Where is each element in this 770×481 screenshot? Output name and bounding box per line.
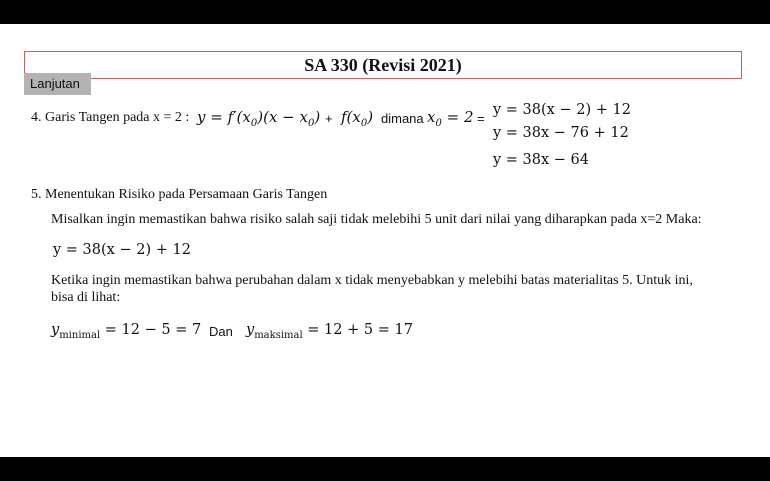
y-maksimal-equation: $y_{maksimal} = 12 + 5 = 17$	[246, 322, 413, 341]
slide	[0, 24, 770, 457]
item5-paragraph-2-line-2: bisa di lihat:	[51, 290, 121, 305]
item5-paragraph-1: Misalkan ingin memastikan bahwa risiko salah saji tidak melebihi 5 unit dari nilai yang diharapkan pada x=2 Maka:	[51, 212, 702, 227]
y-minimal-equation: $y_{minimal} = 12 - 5 = 7$	[51, 322, 202, 341]
item5-equation: y = 38(x − 2) + 12	[53, 242, 191, 258]
eq-line-3: y = 38x − 64	[493, 152, 590, 168]
item5-paragraph-2-line-1: Ketika ingin memastikan bahwa perubahan dalam x tidak menyebabkan y melebihi batas materialitas 5. Untuk ini,	[51, 273, 693, 288]
item4-label: 4. Garis Tangen pada x = 2 :	[31, 110, 190, 125]
title-box	[24, 51, 742, 79]
eq-line-1: y = 38(x − 2) + 12	[493, 102, 631, 118]
y-min-rhs: = 12 − 5 = 7	[100, 322, 202, 338]
plus-sign: +	[325, 111, 333, 126]
tangent-formula: $y = f'(x_0)(x - x_0)$	[197, 108, 321, 129]
dan-word: Dan	[209, 324, 233, 339]
slide-title: SA 330 (Revisi 2021)	[304, 55, 462, 75]
eq-line-2: y = 38x − 76 + 12	[493, 125, 629, 141]
y-max-subscript: maksimal	[254, 329, 303, 341]
item5-heading: 5. Menentukan Risiko pada Persamaan Garis Tangen	[31, 187, 328, 202]
f-x0: $f(x_0)$	[341, 108, 374, 129]
continuation-tag: Lanjutan	[24, 73, 91, 95]
y-max-rhs: = 12 + 5 = 17	[302, 322, 413, 338]
x0-equals-2: $x_0 = 2$	[427, 108, 474, 129]
y-min-subscript: minimal	[59, 329, 101, 341]
dimana-word: dimana	[381, 111, 424, 126]
equals-sign: =	[477, 111, 485, 126]
